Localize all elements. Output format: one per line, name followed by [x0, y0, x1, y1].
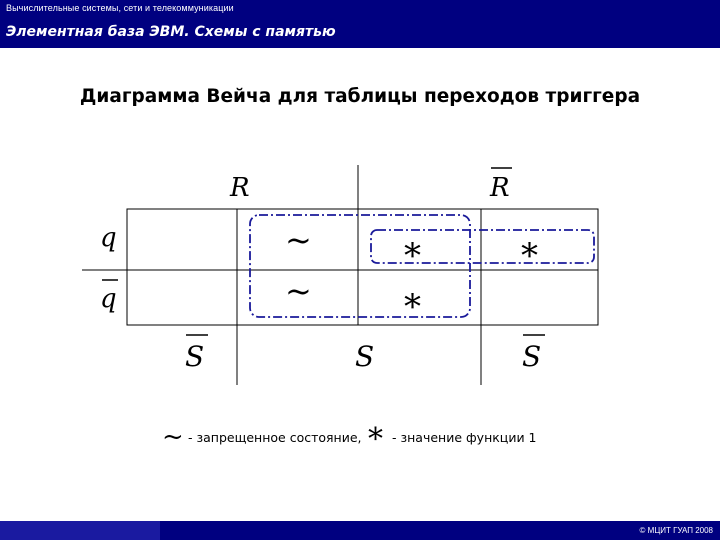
legend-star-symbol: * — [368, 422, 383, 457]
col-label-r-bar: R — [490, 173, 510, 203]
footer-accent — [0, 521, 160, 540]
row-label-q: q — [100, 223, 117, 253]
forbidden-mark: ~ — [285, 272, 312, 310]
legend — [0, 422, 720, 457]
copyright: © МЦИТ ГУАП 2008 — [639, 526, 713, 535]
forbidden-mark: ~ — [285, 221, 312, 259]
slide-title: Диаграмма Вейча для таблицы переходов триггера — [79, 86, 641, 107]
footer-bar — [0, 521, 720, 540]
course-title: Вычислительные системы, сети и телекоммуникации — [6, 3, 234, 13]
col-label-r: R — [230, 173, 250, 203]
row-label-q-bar: q — [100, 284, 117, 314]
legend-tilde-symbol: ~ — [162, 422, 184, 452]
topic-title: Элементная база ЭВМ. Схемы с памятью — [6, 24, 336, 40]
legend-tilde-text: - запрещенное состояние, — [188, 430, 362, 445]
one-mark: * — [521, 236, 538, 276]
one-mark: * — [404, 236, 421, 276]
legend-star-text: - значение функции 1 — [392, 430, 537, 445]
col-label-s-bar-left: S — [185, 340, 205, 373]
col-label-s-bar-right: S — [522, 340, 542, 373]
one-mark: * — [404, 287, 421, 327]
col-label-s: S — [355, 340, 375, 373]
